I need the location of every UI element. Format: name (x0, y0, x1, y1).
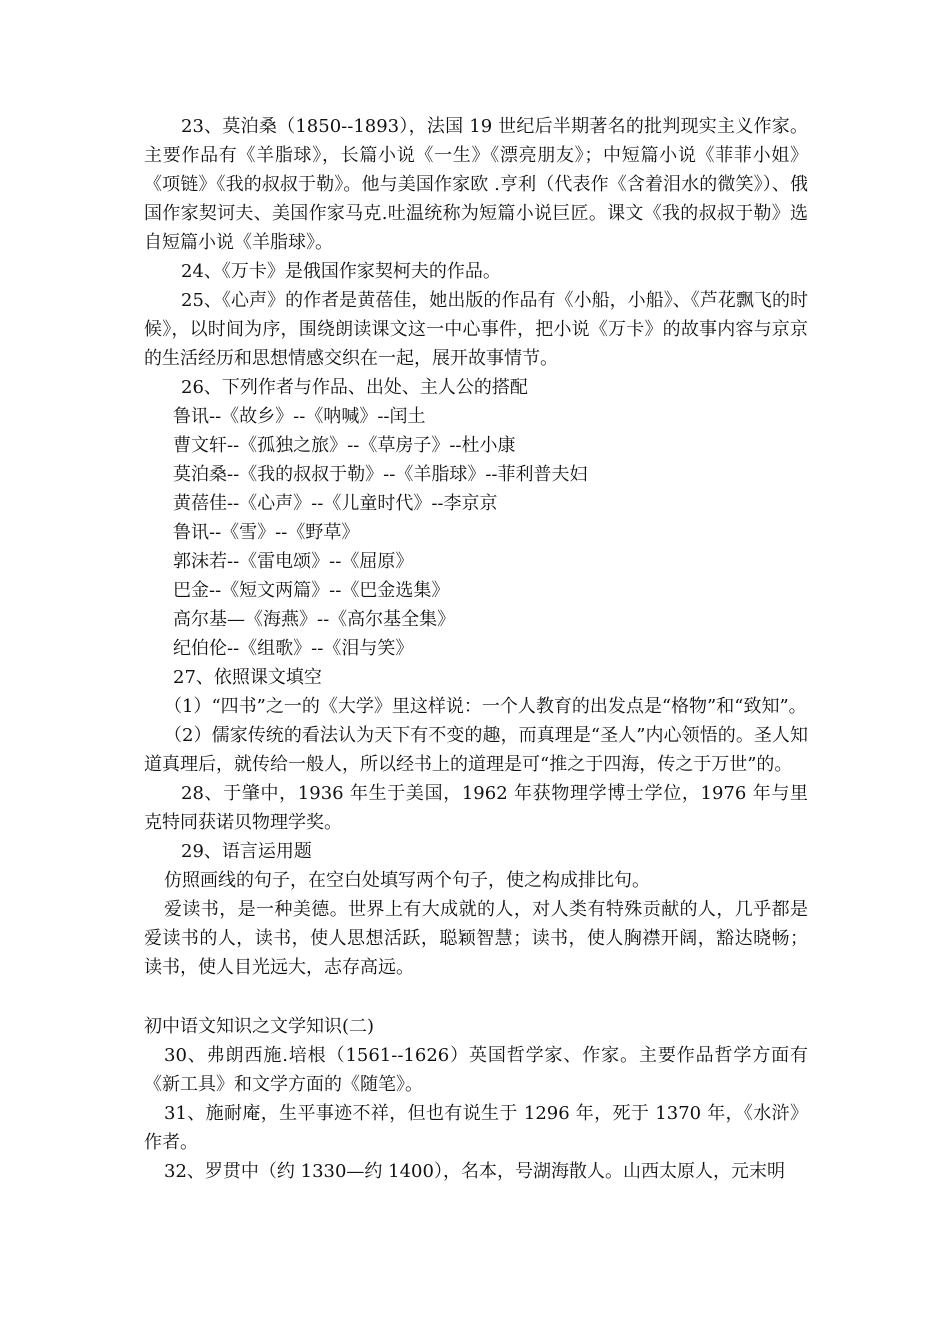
paragraph-27-item-1: （1）“四书”之一的《大学》里这样说：一个人教育的出发点是“格物”和“致知”。 (164, 696, 807, 717)
paragraph-26: 26、下列作者与作品、出处、主人公的搭配 (181, 377, 528, 398)
paragraph-31: 31、施耐庵，生平事迹不祥，但也有说生于 1296 年，死于 1370 年，《水浒》作者。 (144, 1103, 808, 1153)
pairing-item: 鲁讯--《故乡》--《呐喊》--闰土 (173, 406, 426, 427)
pairing-item: 曹文轩--《孤独之旅》--《草房子》--杜小康 (173, 435, 516, 456)
paragraph-29: 29、语言运用题 (181, 841, 312, 862)
pairing-item: 巴金--《短文两篇》--《巴金选集》 (173, 580, 450, 601)
pairing-item: 高尔基—《海燕》--《高尔基全集》 (173, 609, 456, 630)
paragraph-28: 28、于肇中，1936 年生于美国，1962 年获物理学博士学位，1976 年与里克特同获诺贝物理学奖。 (144, 783, 808, 833)
paragraph-30: 30、弗朗西施.培根（1561--1626）英国哲学家、作家。主要作品哲学方面有《新工具》和文学方面的《随笔》。 (144, 1045, 808, 1095)
pairing-item: 鲁讯--《雪》--《野草》 (173, 522, 360, 543)
paragraph-29-example: 爱读书，是一种美德。世界上有大成就的人，对人类有特殊贡献的人，几乎都是爱读书的人，读书，使人思想活跃，聪颖智慧；读书，使人胸襟开阔，豁达晓畅；读书，使人目光远大，志存高远。 (144, 899, 808, 978)
paragraph-23: 23、莫泊桑（1850--1893），法国 19 世纪后半期著名的批判现实主义作家。主要作品有《羊脂球》，长篇小说《一生》《漂亮朋友》；中短篇小说《菲菲小姐》《项链》《我的叔叔于勒》。他与美国作家欧 .亨利（代表作《含着泪水的微笑》）、俄国作家契诃夫、美国作家马克.吐温统称为短篇小说巨匠。课文《我的叔叔于勒》选自短篇小说《羊脂球》。 (144, 116, 808, 253)
pairing-item: 郭沫若--《雷电颂》--《屈原》 (173, 551, 414, 572)
section-title: 初中语文知识之文学知识(二) (144, 1016, 375, 1037)
paragraph-27-item-2: （2）儒家传统的看法认为天下有不变的趣，而真理是“圣人”内心领悟的。圣人知道真理后，就传给一般人，所以经书上的道理是可“推之于四海，传之于万世”的。 (144, 725, 808, 775)
document-page (144, 112, 808, 1186)
pairing-list (144, 402, 808, 663)
pairing-item: 纪伯伦--《组歌》--《泪与笑》 (173, 638, 414, 659)
paragraph-25: 25、《心声》的作者是黄蓓佳，她出版的作品有《小船，小船》、《芦花飘飞的时候》，以时间为序，围绕朗读课文这一中心事件，把小说《万卡》的故事内容与京京的生活经历和思想情感交织在一起，展开故事情节。 (144, 290, 808, 369)
pairing-item: 莫泊桑--《我的叔叔于勒》--《羊脂球》--菲利普夫妇 (173, 464, 588, 485)
paragraph-24: 24、《万卡》是俄国作家契柯夫的作品。 (181, 261, 501, 282)
pairing-item: 黄蓓佳--《心声》--《儿童时代》--李京京 (173, 493, 498, 514)
paragraph-29-instruction: 仿照画线的句子，在空白处填写两个句子，使之构成排比句。 (164, 870, 650, 891)
paragraph-27: 27、依照课文填空 (173, 667, 322, 688)
paragraph-32: 32、罗贯中（约 1330—约 1400），名本，号湖海散人。山西太原人，元末明 (164, 1161, 785, 1182)
